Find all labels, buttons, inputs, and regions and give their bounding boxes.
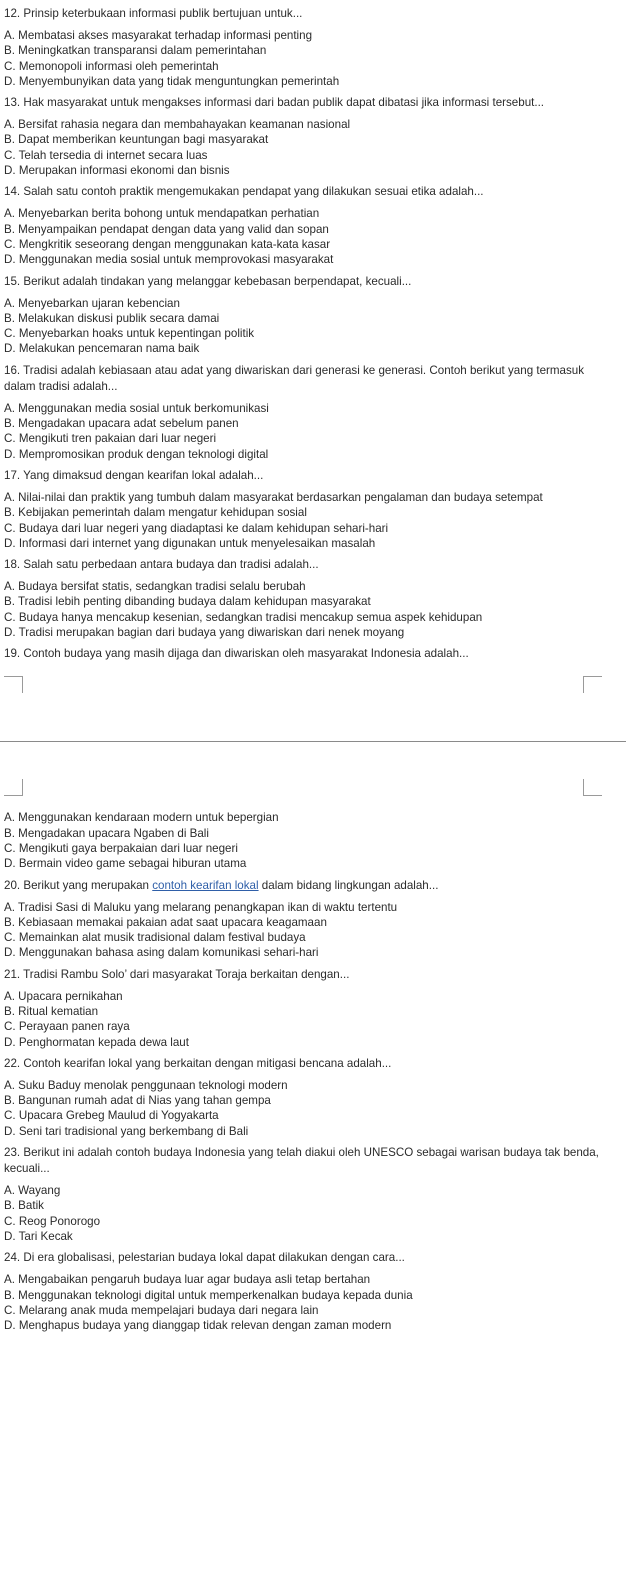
question-12: [4, 6, 614, 89]
option-a: A. Bersifat rahasia negara dan membahayakan keamanan nasional: [4, 118, 351, 132]
stem-text: 20. Berikut yang merupakan: [4, 878, 153, 892]
question-stem: 13. Hak masyarakat untuk mengakses informasi dari badan publik dapat dibatasi jika informasi tersebut...: [4, 96, 545, 110]
option-a: A. Menyebarkan ujaran kebencian: [4, 296, 180, 310]
stem-text: dalam bidang lingkungan adalah...: [258, 878, 439, 892]
question-15: [4, 274, 614, 357]
option-c: C. Budaya dari luar negeri yang diadaptasi ke dalam kehidupan sehari-hari: [4, 521, 389, 535]
option-c: C. Mengikuti tren pakaian dari luar negeri: [4, 432, 217, 446]
option-d: D. Mempromosikan produk dengan teknologi digital: [4, 447, 269, 461]
option-a: A. Upacara pernikahan: [4, 989, 123, 1003]
option-c: C. Menyebarkan hoaks untuk kepentingan politik: [4, 327, 255, 341]
option-c: C. Mengkritik seseorang dengan menggunakan kata-kata kasar: [4, 237, 331, 251]
crop-mark-icon: [583, 779, 602, 796]
option-c: C. Telah tersedia di internet secara luas: [4, 148, 208, 162]
option-b: B. Tradisi lebih penting dibanding budaya dalam kehidupan masyarakat: [4, 595, 371, 609]
crop-mark-icon: [4, 779, 23, 796]
question-stem: 18. Salah satu perbedaan antara budaya dan tradisi adalah...: [4, 558, 319, 572]
option-c: C. Reog Ponorogo: [4, 1214, 101, 1228]
question-16: [4, 363, 614, 462]
question-18: [4, 557, 614, 640]
option-b: B. Ritual kematian: [4, 1004, 99, 1018]
option-a: A. Suku Baduy menolak penggunaan teknologi modern: [4, 1078, 288, 1092]
question-stem: 22. Contoh kearifan lokal yang berkaitan dengan mitigasi bencana adalah...: [4, 1056, 392, 1070]
divider-line: [0, 741, 626, 742]
option-a: A. Menggunakan kendaraan modern untuk bepergian: [4, 811, 279, 825]
option-d: D. Menggunakan media sosial untuk memprovokasi masyarakat: [4, 253, 334, 267]
question-19: [4, 646, 614, 871]
question-14: [4, 184, 614, 267]
option-b: B. Mengadakan upacara Ngaben di Bali: [4, 826, 209, 840]
option-a: A. Tradisi Sasi di Maluku yang melarang penangkapan ikan di waktu tertentu: [4, 900, 398, 914]
option-c: C. Memonopoli informasi oleh pemerintah: [4, 59, 219, 73]
option-d: D. Bermain video game sebagai hiburan utama: [4, 857, 247, 871]
question-13: [4, 95, 614, 178]
option-d: D. Tradisi merupakan bagian dari budaya yang diwariskan dari nenek moyang: [4, 626, 405, 640]
question-stem: 21. Tradisi Rambu Solo’ dari masyarakat Toraja berkaitan dengan...: [4, 967, 350, 981]
option-b: B. Menggunakan teknologi digital untuk memperkenalkan budaya kepada dunia: [4, 1288, 413, 1302]
option-a: A. Menggunakan media sosial untuk berkomunikasi: [4, 401, 269, 415]
option-a: A. Mengabaikan pengaruh budaya luar agar budaya asli tetap bertahan: [4, 1273, 371, 1287]
option-a: A. Wayang: [4, 1184, 61, 1198]
question-17: [4, 468, 614, 551]
option-d: D. Informasi dari internet yang digunakan untuk menyelesaikan masalah: [4, 536, 376, 550]
option-d: D. Seni tari tradisional yang berkembang di Bali: [4, 1124, 249, 1138]
option-d: D. Tari Kecak: [4, 1229, 73, 1243]
option-b: B. Bangunan rumah adat di Nias yang tahan gempa: [4, 1094, 271, 1108]
option-b: B. Menyampaikan pendapat dengan data yang valid dan sopan: [4, 222, 329, 236]
option-c: C. Memainkan alat musik tradisional dalam festival budaya: [4, 931, 306, 945]
option-a: A. Nilai-nilai dan praktik yang tumbuh dalam masyarakat berdasarkan pengalaman dan budaya setempat: [4, 490, 543, 504]
option-b: B. Kebiasaan memakai pakaian adat saat upacara keagamaan: [4, 915, 327, 929]
option-d: D. Penghormatan kepada dewa laut: [4, 1035, 189, 1049]
stem-link[interactable]: contoh kearifan lokal: [152, 878, 259, 892]
option-d: D. Menghapus budaya yang dianggap tidak relevan dengan zaman modern: [4, 1319, 392, 1333]
option-b: B. Kebijakan pemerintah dalam mengatur kehidupan sosial: [4, 506, 307, 520]
option-c: C. Perayaan panen raya: [4, 1020, 130, 1034]
question-22: [4, 1056, 614, 1139]
option-b: B. Mengadakan upacara adat sebelum panen: [4, 417, 239, 431]
crop-mark-icon: [583, 676, 602, 693]
option-a: A. Budaya bersifat statis, sedangkan tradisi selalu berubah: [4, 580, 306, 594]
option-b: B. Melakukan diskusi publik secara damai: [4, 311, 220, 325]
question-stem: 17. Yang dimaksud dengan kearifan lokal adalah...: [4, 468, 264, 482]
question-stem: 23. Berikut ini adalah contoh budaya Indonesia yang telah diakui oleh UNESCO sebagai warisan budaya tak benda, kecuali...: [4, 1146, 599, 1176]
option-d: D. Melakukan pencemaran nama baik: [4, 342, 200, 356]
option-c: C. Upacara Grebeg Maulud di Yogyakarta: [4, 1109, 219, 1123]
option-b: B. Meningkatkan transparansi dalam pemerintahan: [4, 44, 267, 58]
option-c: C. Budaya hanya mencakup kesenian, sedangkan tradisi mencakup semua aspek kehidupan: [4, 610, 483, 624]
option-b: B. Dapat memberikan keuntungan bagi masyarakat: [4, 133, 269, 147]
option-c: C. Melarang anak muda mempelajari budaya dari negara lain: [4, 1303, 319, 1317]
question-stem: 24. Di era globalisasi, pelestarian budaya lokal dapat dilakukan dengan cara...: [4, 1251, 405, 1265]
option-a: A. Menyebarkan berita bohong untuk mendapatkan perhatian: [4, 207, 320, 221]
question-stem: 14. Salah satu contoh praktik mengemukakan pendapat yang dilakukan sesuai etika adalah...: [4, 185, 484, 199]
blank-image-area: [4, 668, 614, 808]
question-24: [4, 1250, 614, 1333]
question-stem: 15. Berikut adalah tindakan yang melanggar kebebasan berpendapat, kecuali...: [4, 274, 412, 288]
option-d: D. Merupakan informasi ekonomi dan bisnis: [4, 164, 230, 178]
crop-mark-icon: [4, 676, 23, 693]
option-a: A. Membatasi akses masyarakat terhadap informasi penting: [4, 29, 313, 42]
option-c: C. Mengikuti gaya berpakaian dari luar negeri: [4, 841, 238, 855]
question-stem: 12. Prinsip keterbukaan informasi publik bertujuan untuk...: [4, 7, 303, 20]
question-20: [4, 878, 614, 961]
question-stem: 19. Contoh budaya yang masih dijaga dan diwariskan oleh masyarakat Indonesia adalah...: [4, 647, 469, 661]
option-d: D. Menyembunyikan data yang tidak menguntungkan pemerintah: [4, 74, 340, 88]
question-23: [4, 1145, 614, 1244]
question-stem: 16. Tradisi adalah kebiasaan atau adat yang diwariskan dari generasi ke generasi. Contoh berikut yang termasuk dalam tradisi adalah...: [4, 363, 585, 393]
question-stem: [4, 878, 614, 894]
question-21: [4, 967, 614, 1050]
option-d: D. Menggunakan bahasa asing dalam komunikasi sehari-hari: [4, 946, 319, 960]
option-b: B. Batik: [4, 1199, 44, 1213]
